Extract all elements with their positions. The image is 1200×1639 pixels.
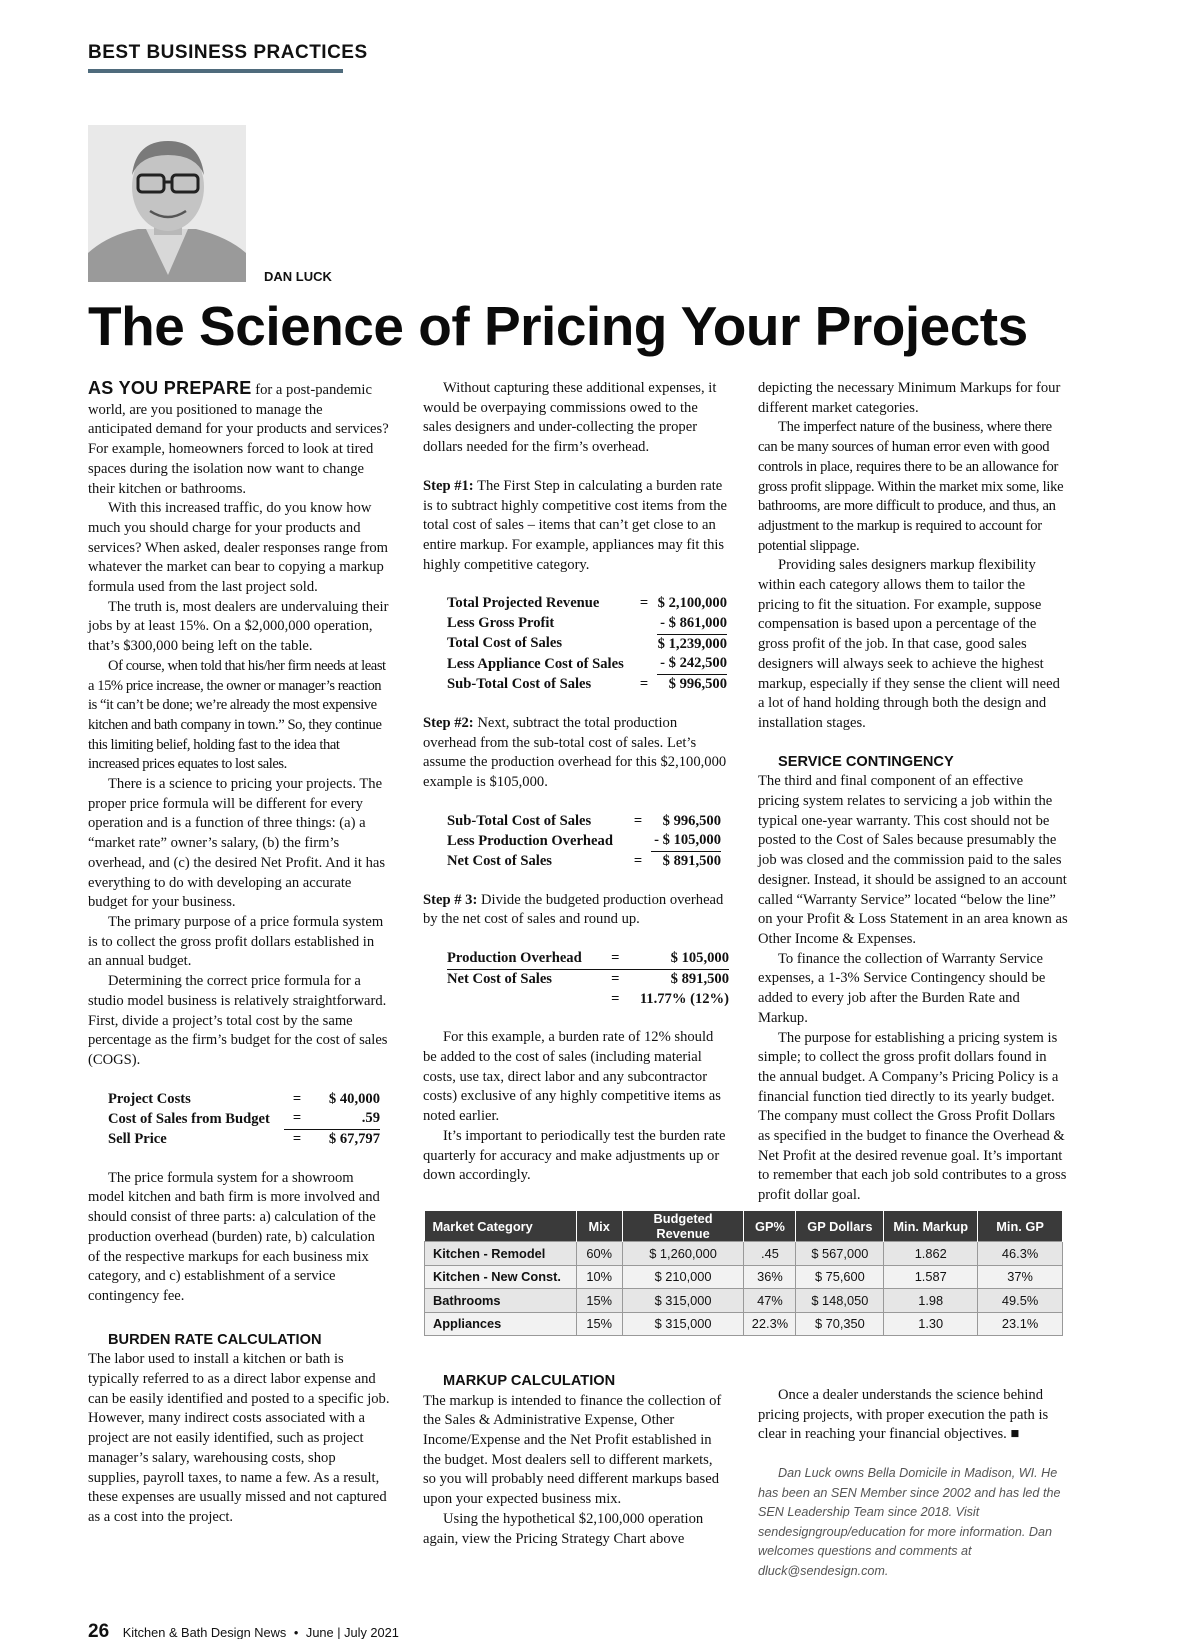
table-cell: 60% [576, 1242, 622, 1266]
table-cell: Bathrooms [425, 1289, 577, 1313]
calc-value: $ 2,100,000 [657, 595, 727, 612]
calc-label: Net Cost of Sales [447, 970, 552, 987]
table-cell: $ 567,000 [796, 1242, 884, 1266]
paragraph: Determining the correct price formula for a studio model business is relatively straightforward. First, divide a project’s total cost by the same percentage as the firm’s budget for the cost of sales (COGS). [88, 973, 388, 1068]
calc-value: - $ 105,000 [651, 831, 721, 851]
column-header: Budgeted Revenue [622, 1211, 744, 1242]
step-text: Next, subtract the total production overhead from the sub-total cost of sales. Let’s assume the production overhead for this $2,100,000 example is $105,000. [423, 714, 727, 790]
column-header: GP% [744, 1211, 796, 1242]
calc-eq: = [633, 812, 643, 829]
calc-label: Sub-Total Cost of Sales [447, 812, 592, 829]
calc-value: .59 [310, 1109, 380, 1129]
paragraph: Of course, when told that his/her firm needs at least a 15% price increase, the owner or manager’s reaction is “it can’t be done; we’re already the most expensive kitchen and bath company in town.” So, they continue this limiting belief, holding fast to the idea that increased prices equates to lost sales. [88, 657, 386, 773]
paragraph: For this example, a burden rate of 12% should be added to the cost of sales (including material costs, use tax, direct labor and any subcontractor costs) exclusive of any highly competitive items as noted earlier. [423, 1029, 721, 1125]
issue-date: June | July 2021 [305, 1625, 399, 1639]
paragraph: Providing sales designers markup flexibility within each category allows them to tailor the pricing to fit the situation. For example, suppose compensation is based upon a percentage of the gross profit of the job. In that case, good sales designers will always seek to achieve the highest markup, especially if they sense the client will need a lot of hand holding through both the design and installation stages. [758, 557, 1060, 731]
calc-eq: = [604, 949, 628, 969]
section-tag: BEST BUSINESS PRACTICES [88, 42, 368, 63]
calc-value: $ 40,000 [328, 1090, 380, 1107]
paragraph: To finance the collection of Warranty Service expenses, a 1-3% Service Contingency should be added to every job after the Burden Rate and Markup. [758, 950, 1046, 1026]
table-cell: $ 1,260,000 [622, 1242, 744, 1266]
paragraph: The imperfect nature of the business, where there can be many sources of human error even with good controls in place, requires there to be an allowance for gross profit slippage. Within the market mix some, like bathrooms, are more difficult to produce, and thus, an adjustment to the markup is required to account for potential slippage. [758, 419, 1064, 554]
calc-row [447, 812, 721, 832]
paragraph: The labor used to install a kitchen or bath is typically referred to as a direct labor expense and can be easily identified and posted to a specific job. However, many indirect costs associated with a project are not easily identified, such as project manager’s salary, warehousing costs, shop supplies, payroll taxes, to name a few. As a result, these expenses are usually missed and not captured as a cost into the project. [88, 1351, 390, 1525]
paragraph: Using the hypothetical $2,100,000 operation again, view the Pricing Strategy Chart above [423, 1510, 704, 1547]
calc-row [447, 852, 721, 872]
calc-eq: = [639, 675, 649, 692]
calc-label: Sub-Total Cost of Sales [447, 675, 592, 692]
step-label: Step # 3: [423, 891, 478, 908]
step-1 [423, 477, 729, 576]
calc-eq [631, 654, 657, 674]
calc-eq: = [611, 970, 620, 987]
column-2 [423, 379, 729, 1549]
table-cell: 46.3% [978, 1242, 1063, 1266]
calc-eq [625, 831, 651, 851]
table-cell: 10% [576, 1265, 622, 1289]
calc-label: Less Production Overhead [447, 832, 613, 849]
paragraph: The primary purpose of a price formula system is to collect the gross profit dollars established in an annual budget. [88, 913, 384, 970]
calc-eq: = [292, 1090, 302, 1107]
calc-row [447, 969, 729, 989]
calc-label: Sell Price [108, 1130, 167, 1147]
table-cell: $ 148,050 [796, 1289, 884, 1313]
calc-value: $ 891,500 [662, 853, 721, 870]
calc-eq: = [284, 1109, 310, 1129]
headline: The Science of Pricing Your Projects [88, 295, 1028, 357]
step-text: Divide the budgeted production overhead by the net cost of sales and round up. [423, 891, 724, 928]
page-number: 26 [88, 1621, 110, 1639]
calc-label: Less Appliance Cost of Sales [447, 655, 624, 672]
subhead-markup: MARKUP CALCULATION [443, 1372, 616, 1389]
table-cell: 23.1% [978, 1312, 1063, 1336]
calc-eq: = [611, 990, 620, 1007]
step-text: The First Step in calculating a burden rate is to subtract highly competitive cost items from the total cost of sales – items that can’t get close to an entire markup. For example, appliances may fit this highly competitive category. [423, 477, 727, 573]
table-cell: 36% [744, 1265, 796, 1289]
paragraph: Once a dealer understands the science behind pricing projects, with proper execution the path is clear in reaching your financial objectives. ■ [758, 1386, 1049, 1443]
table-cell: .45 [744, 1242, 796, 1266]
calc-label: Total Projected Revenue [447, 595, 600, 612]
calc-label: Production Overhead [447, 949, 604, 969]
column-header: Mix [576, 1211, 622, 1242]
calc-eq: = [292, 1131, 302, 1148]
calc-eq: = [633, 852, 643, 869]
burden-calc-3 [447, 949, 729, 1009]
table-cell: Appliances [425, 1312, 577, 1336]
column-header: Market Category [425, 1211, 577, 1242]
table-cell: 47% [744, 1289, 796, 1313]
calc-row [108, 1090, 380, 1110]
calc-row [447, 654, 727, 674]
subhead-service: SERVICE CONTINGENCY [778, 753, 954, 770]
calc-eq [631, 634, 657, 654]
calc-row [108, 1130, 380, 1150]
burden-calc-1 [447, 594, 727, 695]
calc-value: - $ 861,000 [657, 614, 727, 634]
paragraph: The markup is intended to finance the collection of the Sales & Administrative Expense, Other Income/Expense and the Net Profit established in the budget. Most dealers sell to different markets, so you will probably need different markups based upon your expected business mix. [423, 1392, 722, 1508]
table-cell: $ 75,600 [796, 1265, 884, 1289]
step-label: Step #1: [423, 477, 474, 494]
table-cell: $ 315,000 [622, 1289, 744, 1313]
calc-label: Cost of Sales from Budget [108, 1110, 270, 1127]
paragraph: There is a science to pricing your projects. The proper price formula will be different for every operation and is a function of three things: (a) a “market rate” owner’s salary, (b) the firm’s overhead, and (c) the desired Net Profit. And it has everything to do with developing an accurate budget for your business. [88, 776, 386, 911]
paragraph: The third and final component of an effective pricing system relates to servicing a job within the typical one-year warranty. This cost should not be posted to the Cost of Sales because presumably the job was closed and the commission paid to the sales designer. Instead, it should be assigned to an account called “Warranty Service” located “below the line” on your Profit & Loss Statement in an area known as Other Income & Expenses. [758, 773, 1068, 947]
paragraph: With this increased traffic, do you know how much you should charge for your products and services? When asked, dealer responses range from whatever the market can bear to copying a markup formula used from the last project sold. [88, 500, 388, 596]
paragraph: Without capturing these additional expenses, it would be overpaying commissions owed to the sales designers and under-collecting the proper dollars needed for the firm’s overhead. [423, 380, 717, 456]
column-1 [88, 379, 390, 1528]
calc-row [447, 675, 727, 695]
table-row [425, 1312, 1063, 1336]
table-cell: $ 210,000 [622, 1265, 744, 1289]
table-cell: 37% [978, 1265, 1063, 1289]
calc-value: $ 891,500 [670, 970, 729, 987]
table-cell: 15% [576, 1289, 622, 1313]
publication-name: Kitchen & Bath Design News [122, 1625, 287, 1639]
table-cell: 1.30 [884, 1312, 978, 1336]
table-row [425, 1242, 1063, 1266]
paragraph: The truth is, most dealers are undervaluing their jobs by at least 15%. On a $2,000,000 operation, that’s $300,000 being left on the table. [88, 598, 389, 655]
table-cell: 1.862 [884, 1242, 978, 1266]
calc-eq: = [639, 595, 649, 612]
column-3 [758, 379, 1068, 1582]
calc-label: Total Cost of Sales [447, 635, 563, 652]
table-cell: 15% [576, 1312, 622, 1336]
calc-label: Net Cost of Sales [447, 852, 552, 869]
step-2 [423, 714, 729, 793]
calc-row [447, 949, 729, 969]
table-cell: $ 70,350 [796, 1312, 884, 1336]
calc-value: $ 67,797 [328, 1131, 380, 1148]
sell-price-calc [108, 1090, 380, 1150]
column-header: GP Dollars [796, 1211, 884, 1242]
calc-row [447, 594, 727, 614]
subhead-burden: BURDEN RATE CALCULATION [108, 1331, 322, 1348]
column-header: Min. Markup [884, 1211, 978, 1242]
column-header: Min. GP [978, 1211, 1063, 1242]
table-cell: Kitchen - Remodel [425, 1242, 577, 1266]
calc-row [108, 1109, 380, 1129]
calc-label: Less Gross Profit [447, 615, 555, 632]
section-rule [88, 69, 343, 73]
author-name: DAN LUCK [264, 269, 332, 284]
calc-row [447, 614, 727, 634]
pricing-strategy-table [424, 1211, 1063, 1336]
author-photo [88, 125, 246, 282]
calc-label: Project Costs [108, 1090, 191, 1107]
table-cell: 1.587 [884, 1265, 978, 1289]
table-row [425, 1289, 1063, 1313]
calc-eq [631, 614, 657, 634]
calc-value: $ 996,500 [662, 812, 721, 829]
paragraph: It’s important to periodically test the burden rate quarterly for accuracy and make adjustments up or down accordingly. [423, 1127, 726, 1184]
lead-cap: AS YOU PREPARE [88, 378, 252, 398]
table-cell: 49.5% [978, 1289, 1063, 1313]
table-cell: $ 315,000 [622, 1312, 744, 1336]
table-header-row [425, 1211, 1063, 1242]
page-footer [88, 1621, 399, 1639]
table-row [425, 1265, 1063, 1289]
footer-separator: • [293, 1625, 299, 1639]
lead-text: for a post-pandemic world, are you positioned to manage the anticipated demand for your products and services? For example, homeowners forced to look at tired spaces during the isolation now want to change their kitchen or bathrooms. [88, 382, 389, 497]
calc-row [447, 831, 721, 851]
lead-paragraph [88, 379, 390, 499]
step-3 [423, 891, 729, 930]
paragraph: depicting the necessary Minimum Markups for four different market categories. [758, 380, 1061, 416]
calc-value: - $ 242,500 [657, 654, 727, 674]
table-cell: 1.98 [884, 1289, 978, 1313]
table-cell: 22.3% [744, 1312, 796, 1336]
table-cell: Kitchen - New Const. [425, 1265, 577, 1289]
calc-value: $ 996,500 [668, 676, 727, 693]
step-label: Step #2: [423, 714, 474, 731]
calc-row [447, 634, 727, 654]
burden-calc-2 [447, 812, 721, 872]
paragraph: The price formula system for a showroom model kitchen and bath firm is more involved and should consist of three parts: a) calculation of the production overhead (burden) rate, b) calculation of the respective markups for each business mix category, and c) establishment of a service contingency fee. [88, 1169, 380, 1304]
calc-value: $ 105,000 [627, 949, 729, 969]
paragraph: The purpose for establishing a pricing system is simple; to collect the gross profit dollars found in the annual budget. A Company’s Pricing Policy is a financial function tied directly to its yearly budget. The company must collect the Gross Profit Dollars as specified in the budget to finance the Overhead & Net Profit at the desired revenue goal. It’s important to remember that each job sold contributes to a gross profit dollar goal. [758, 1029, 1067, 1204]
calc-label [447, 990, 604, 1010]
author-bio: Dan Luck owns Bella Domicile in Madison, WI. He has been an SEN Member since 2002 and has led the SEN Leadership Team since 2018. Visit sendesigngroup/education for more information. Dan welcomes questions and comments at dluck@sendesign.com. [758, 1465, 1061, 1578]
calc-row [447, 990, 729, 1010]
calc-value: 11.77% (12%) [639, 990, 729, 1007]
calc-value: $ 1,239,000 [657, 635, 727, 652]
